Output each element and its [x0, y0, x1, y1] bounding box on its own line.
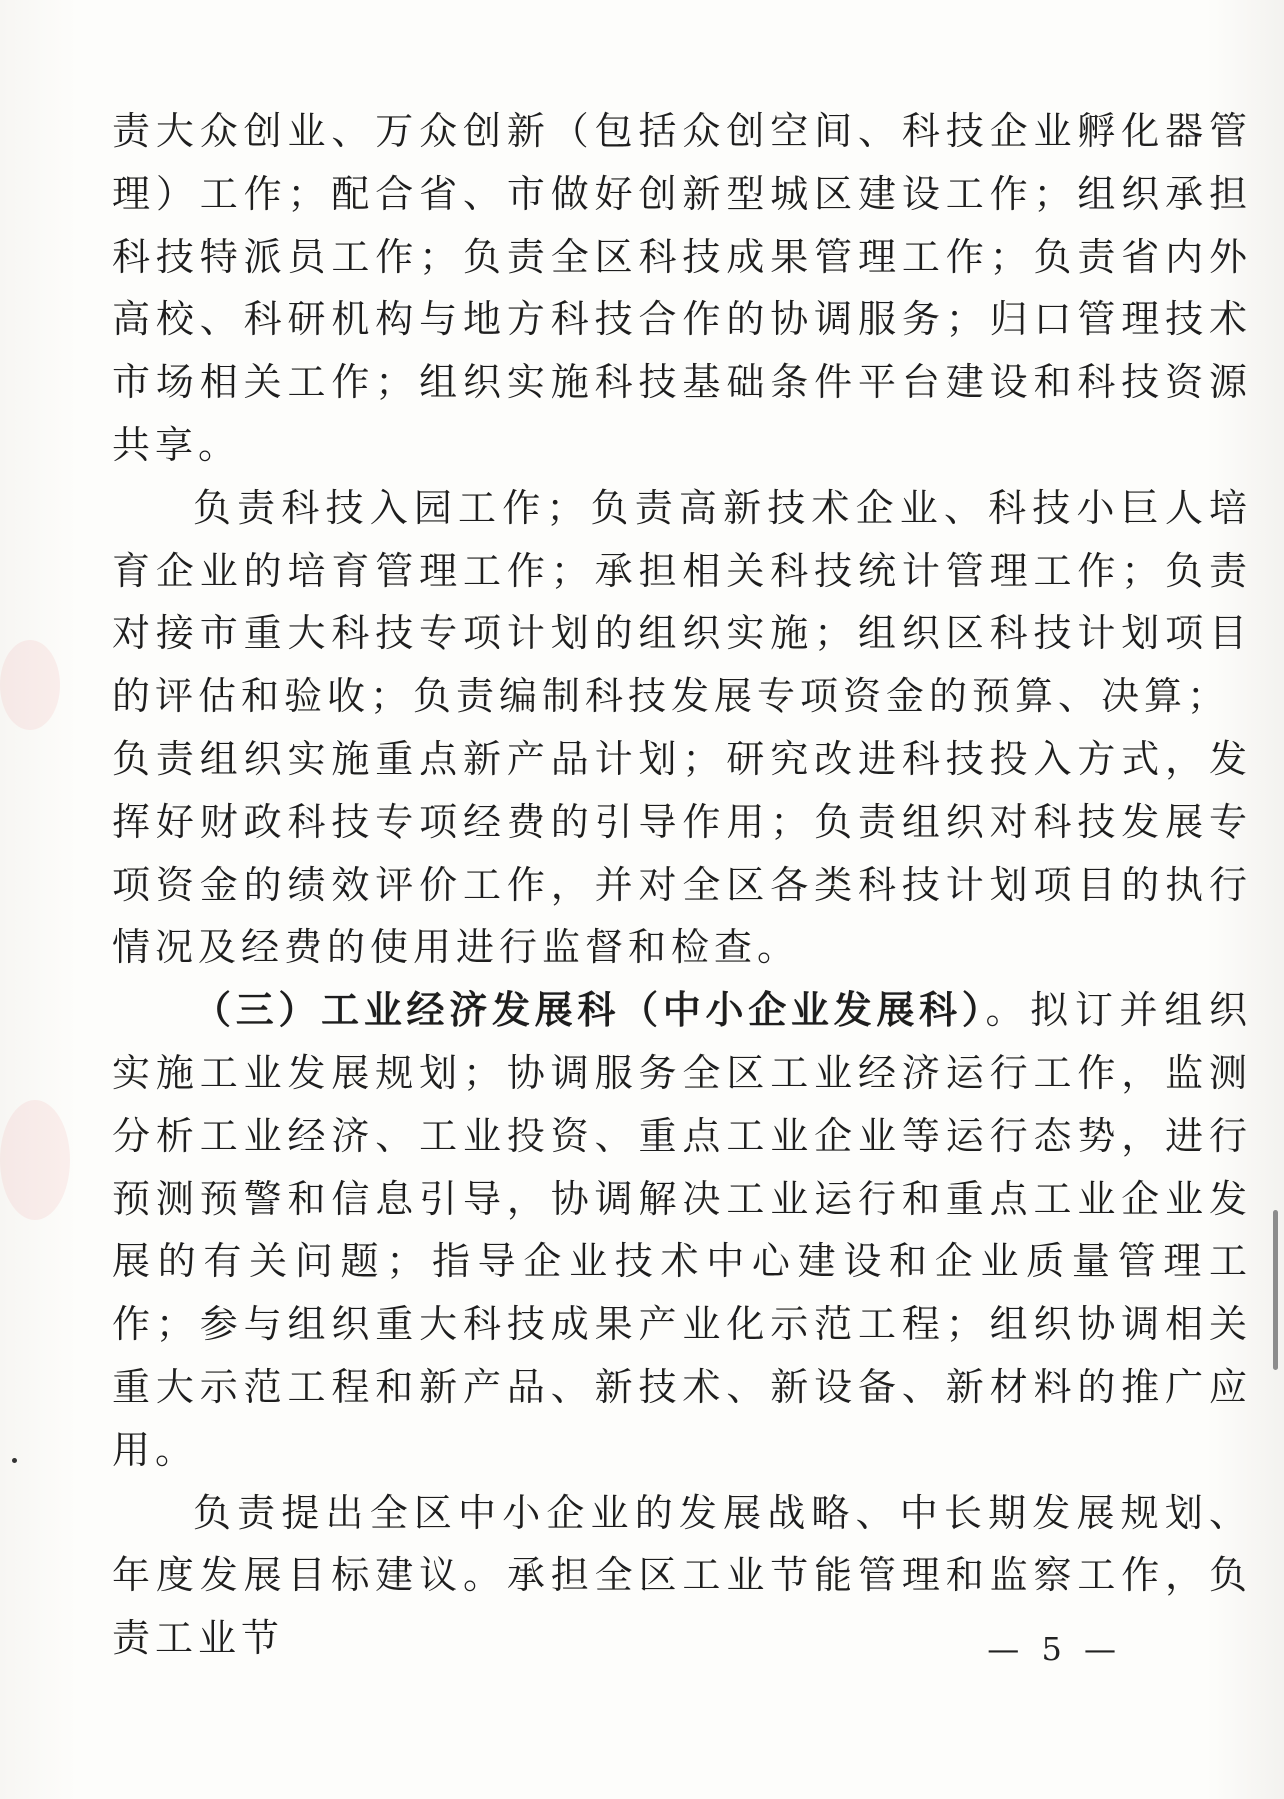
page-number: — 5 — — [987, 1630, 1122, 1668]
paper-stain — [0, 640, 60, 730]
paragraph-5: 负责提出全区中小企业的发展战略、中长期发展规划、年度发展目标建议。承担全区工业节能管理和监察工作，负责工业节 — [112, 1490, 1252, 1661]
body-text — [112, 100, 1252, 1670]
section-heading: （三）工业经济发展科（中小企业发展科） — [193, 987, 986, 1033]
paragraph-3: 负责组织实施重点新产品计划；研究改进科技投入方式，发挥好财政科技专项经费的引导作用；负责组织对科技发展专项资金的绩效评价工作，并对全区各类科技计划项目的执行情况及经费的使用进行监督和检查。 — [112, 736, 1252, 970]
paragraph-2: 负责科技入园工作；负责高新技术企业、科技小巨人培育企业的培育管理工作；承担相关科技统计管理工作；负责对接市重大科技专项计划的组织实施；组织区科技计划项目的评估和验收；负责编制科技发展专项资金的预算、决算； — [112, 485, 1252, 719]
paper-stain — [0, 1100, 70, 1220]
paragraph-4-text: 。拟订并组织实施工业发展规划；协调服务全区工业经济运行工作，监测分析工业经济、工业投资、重点工业企业等运行态势，进行预测预警和信息引导，协调解决工业运行和重点工业企业发展的有关问题；指导企业技术中心建设和企业质量管理工作；参与组织重大科技成果产业化示范工程；组织协调相关重大示范工程和新产品、新技术、新设备、新材料的推广应用。 — [112, 988, 1252, 1472]
margin-dot — [12, 1458, 17, 1463]
paragraph-4 — [112, 979, 1252, 1481]
scrollbar-thumb[interactable] — [1273, 1210, 1278, 1370]
paragraph-1: 责大众创业、万众创新（包括众创空间、科技企业孵化器管理）工作；配合省、市做好创新型城区建设工作；组织承担科技特派员工作；负责全区科技成果管理工作；负责省内外高校、科研机构与地方科技合作的协调服务；归口管理技术市场相关工作；组织实施科技基础条件平台建设和科技资源共享。 — [112, 109, 1252, 467]
